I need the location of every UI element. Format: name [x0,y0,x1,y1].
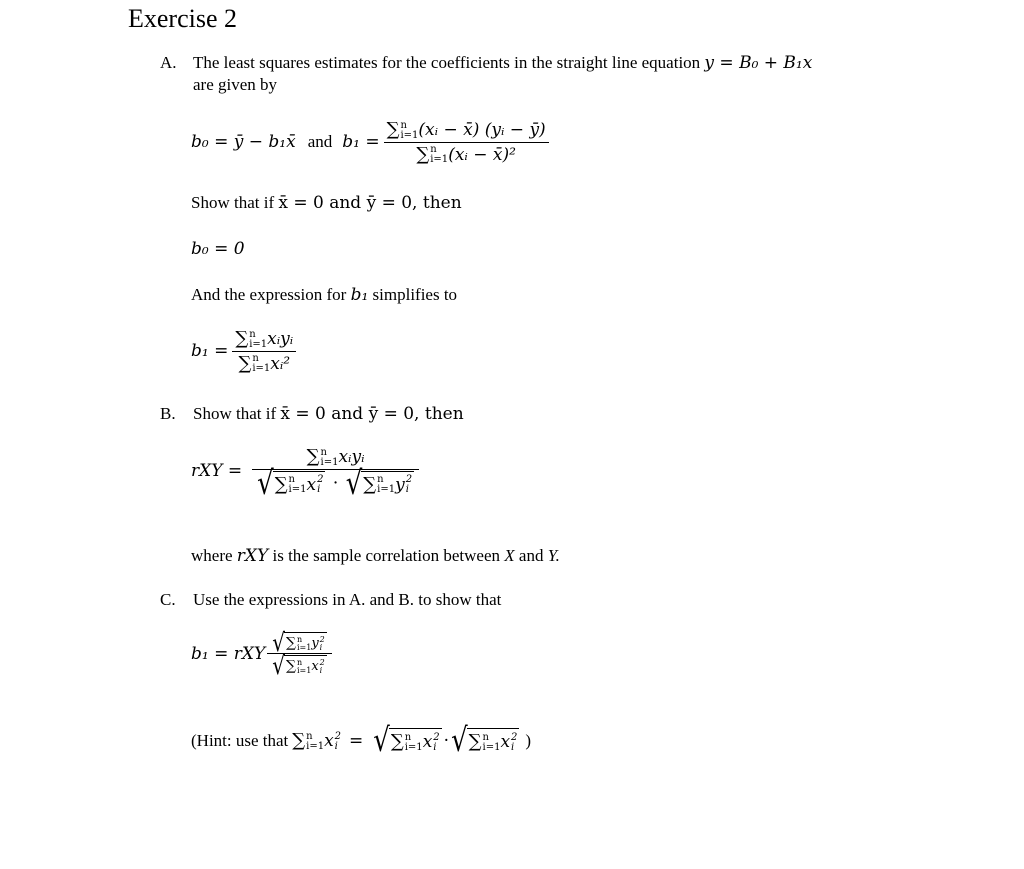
sum-lower: i=1 [320,456,339,468]
sum-lower: i=1 [288,484,307,495]
b0-formula: b₀ = ȳ − b₁x̄ [191,132,296,152]
b1-numerator [384,119,549,142]
sum-lower: i=1 [306,740,325,752]
sum-symbol: ∑ [274,473,288,495]
sum-symbol: ∑ [363,473,377,495]
show-text: Show that if [191,193,275,212]
estimates-formula [191,119,553,165]
var-y: Y. [547,546,560,565]
b1-correlation-formula [191,627,336,680]
hint-line: (Hint: use that ∑ n i=1 x 2 i = √ ∑ n i=1 x 2 i · √ ∑ n i=1 x 2 i ) [191,722,532,760]
where-text: where [191,546,233,565]
sum-upper: n [430,144,437,155]
hint-sqrt-1: √ ∑ n i=1 x 2 i [373,722,440,760]
part-a-line1-text: The least squares estimates for the coefficients in the straight line equation [193,53,701,72]
where-and: and [518,546,544,565]
sum-upper: n [296,634,303,644]
sum-symbol: ∑ [390,731,404,752]
sum-upper: n [377,474,384,485]
hint-close: ) [525,731,532,750]
sum-symbol: ∑ [292,730,306,752]
sum-symbol: ∑ [306,446,320,467]
b1-lhs: b₁ = [342,132,380,152]
b1-simple-lhs: b₁ = [191,341,229,361]
sum-symbol: ∑ [416,143,430,165]
sum-upper: n [288,474,295,485]
sum-upper: n [296,657,303,667]
page-title: Exercise 2 [128,4,238,33]
part-c-label: C. [160,590,176,609]
part-b-condition: x̄ = 0 and ȳ = 0, then [280,404,464,424]
b1-simplified-formula [191,328,300,374]
sqrt-ratio-numerator: √ ∑ n i=1 y 2 i [272,627,325,657]
sum-upper: n [306,730,313,742]
b0-zero: b₀ = 0 [191,239,245,259]
sum-lower: i=1 [249,338,268,350]
part-c-text: Use the expressions in A. and B. to show that [193,590,502,609]
simplify-var: b₁ [350,285,369,305]
sum-symbol: ∑ [285,658,296,674]
sum-upper: n [249,328,256,340]
sum-lower: i=1 [404,741,423,753]
and-text: and [307,132,333,151]
r-denominator: √ ∑ n i=1 x 2 i · √ ∑ n i=1 y 2 i [257,464,413,503]
b1-simple-num-expr: xᵢyᵢ [267,329,294,349]
part-b-label: B. [160,404,176,423]
sum-upper: n [252,353,259,364]
b1-den-expr: (xᵢ − x̄)² [448,144,516,165]
b1-simple-numerator [232,328,296,351]
r-lhs: rXY = [191,461,243,482]
part-b-text: Show that if [193,404,277,423]
hint-open: (Hint: use that [191,731,289,750]
sum-lower: i=1 [400,129,419,141]
sum-upper: n [404,731,412,743]
sum-symbol: ∑ [386,119,400,140]
sum-upper: n [320,446,327,458]
line-equation: y = B₀ + B₁x [704,53,813,73]
sum-symbol: ∑ [235,328,249,349]
sqrt-ratio-fraction [267,627,332,680]
correlation-formula [191,446,423,503]
c-b1-lhs: b₁ = rXY [191,643,266,664]
sum-upper: n [400,119,407,131]
where-line [191,546,560,566]
sum-lower: i=1 [252,363,271,374]
simplify-line [191,285,457,305]
part-a-label: A. [160,53,177,72]
sum-lower: i=1 [377,484,396,495]
sum-lower: i=1 [482,741,501,753]
where-end: is the sample correlation between [272,546,501,565]
part-a-line2: are given by [193,75,278,94]
b1-simple-denominator [235,352,293,375]
part-a-line1 [193,53,812,73]
b1-denominator [413,143,519,166]
sum-symbol: ∑ [238,352,252,374]
simplify-text: And the expression for [191,285,347,304]
sum-lower: i=1 [296,642,312,652]
b1-num-expr: (xᵢ − x̄) (yᵢ − ȳ) [418,120,546,140]
b1-simple-fraction [232,328,296,374]
hint-equals: = [349,731,364,751]
sum-upper: n [482,731,489,743]
show-line-a [191,193,462,213]
r-fraction [252,446,419,503]
sum-symbol: ∑ [285,635,296,651]
sum-lower: i=1 [430,154,449,165]
sum-symbol: ∑ [468,731,482,752]
var-x: X [504,546,515,565]
r-num-expr: xᵢyᵢ [338,447,365,467]
b1-fraction [384,119,549,165]
hint-sqrt-2: √ ∑ n i=1 x 2 i [451,722,518,760]
sqrt-sum-x2: √ ∑ n i=1 x 2 i [257,464,324,503]
b1-simple-den-expr: xᵢ² [270,353,291,374]
where-var: rXY [236,546,269,566]
simplify-end: simplifies to [372,285,458,304]
sum-lower: i=1 [296,665,312,675]
sqrt-ratio-denominator: √ ∑ n i=1 x 2 i [272,650,325,680]
condition: x̄ = 0 and ȳ = 0, then [278,193,462,213]
sqrt-sum-y2: √ ∑ n i=1 y 2 i [345,464,413,503]
part-b-line [193,404,464,424]
